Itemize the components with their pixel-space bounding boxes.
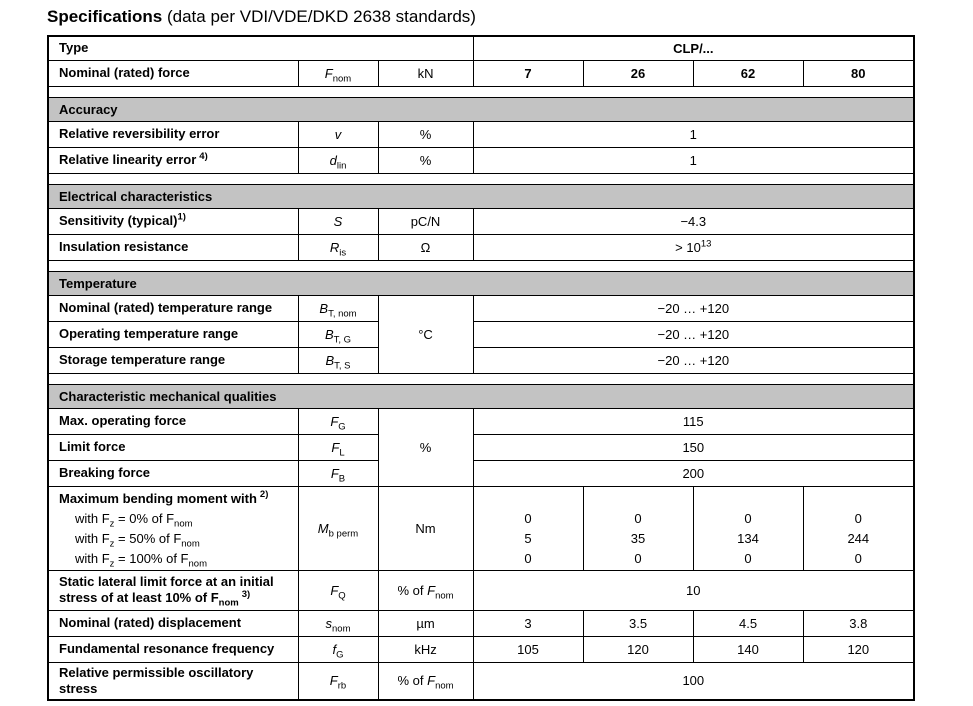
unit: % <box>378 408 473 486</box>
unit: % <box>378 121 473 147</box>
section-header-row <box>48 271 914 295</box>
symbol: v <box>298 121 378 147</box>
row-label: Storage temperature range <box>48 347 298 373</box>
value-column: 0 5 0 <box>473 486 583 570</box>
spacer-row <box>48 86 914 97</box>
unit: Ω <box>378 234 473 260</box>
unit: µm <box>378 610 473 636</box>
value-column: 0 35 0 <box>583 486 693 570</box>
unit: °C <box>378 295 473 373</box>
table-row <box>48 636 914 662</box>
type-label: Type <box>48 36 473 60</box>
symbol: S <box>298 208 378 234</box>
spacer-row <box>48 173 914 184</box>
symbol: $s_{nom}$ <box>298 610 378 636</box>
value: 115 <box>473 408 914 434</box>
title-main: Specifications <box>47 7 163 26</box>
value: −20 … +120 <box>473 347 914 373</box>
symbol: $d_{lin}$ <box>298 147 378 173</box>
row-label: Nominal (rated) temperature range <box>48 295 298 321</box>
value: −20 … +120 <box>473 295 914 321</box>
row-label: Relative linearity error $^{4)}$ <box>48 147 298 173</box>
table-row <box>48 460 914 486</box>
bending-moment-heading: Maximum bending moment with $^{2)}$ <box>59 489 269 506</box>
unit: Nm <box>378 486 473 570</box>
row-label: Relative reversibility error <box>48 121 298 147</box>
value: 3.5 <box>583 610 693 636</box>
row-label: Limit force <box>48 434 298 460</box>
unit: kN <box>378 60 473 86</box>
unit: pC/N <box>378 208 473 234</box>
table-row <box>48 486 914 570</box>
section-accuracy: Accuracy <box>48 97 914 121</box>
section-mechanical: Characteristic mechanical qualities <box>48 384 914 408</box>
model-26: 26 <box>583 60 693 86</box>
specifications-table <box>47 35 915 701</box>
symbol: $F_L$ <box>298 434 378 460</box>
series-heading: CLP/... <box>473 36 914 60</box>
table-row <box>48 121 914 147</box>
title-suffix: (data per VDI/VDE/DKD 2638 standards) <box>162 7 476 26</box>
row-label: Relative permissible oscillatory stress <box>48 662 298 700</box>
table-row <box>48 60 914 86</box>
value: 140 <box>693 636 803 662</box>
unit: % <box>378 147 473 173</box>
symbol: $f_G$ <box>298 636 378 662</box>
symbol: $F_B$ <box>298 460 378 486</box>
unit: kHz <box>378 636 473 662</box>
row-label: Breaking force <box>48 460 298 486</box>
row-label: Static lateral limit force at an initial stress of at least 10% of $F_{nom}^{3)}$ <box>48 570 298 610</box>
footnote-marker: 2) <box>259 489 269 501</box>
row-label: Max. operating force <box>48 408 298 434</box>
footnote-marker: 1) <box>177 211 186 223</box>
table-row <box>48 434 914 460</box>
unit: % of $F_{nom}$ <box>378 662 473 700</box>
table-row <box>48 570 914 610</box>
row-label: Nominal (rated) displacement <box>48 610 298 636</box>
table-row <box>48 610 914 636</box>
value: 3.8 <box>803 610 914 636</box>
row-label: Fundamental resonance frequency <box>48 636 298 662</box>
value-column: 0 244 0 <box>803 486 914 570</box>
model-62: 62 <box>693 60 803 86</box>
symbol: $B_{T, G}$ <box>298 321 378 347</box>
row-label: Operating temperature range <box>48 321 298 347</box>
spacer-row <box>48 373 914 384</box>
symbol: $B_{T, S}$ <box>298 347 378 373</box>
model-7: 7 <box>473 60 583 86</box>
unit: % of $F_{nom}$ <box>378 570 473 610</box>
table-row <box>48 295 914 321</box>
symbol: $F_G$ <box>298 408 378 434</box>
symbol: $R_{is}$ <box>298 234 378 260</box>
section-electrical: Electrical characteristics <box>48 184 914 208</box>
value: 3 <box>473 610 583 636</box>
table-row <box>48 408 914 434</box>
value: 200 <box>473 460 914 486</box>
value: 4.5 <box>693 610 803 636</box>
section-header-row <box>48 384 914 408</box>
row-label: Insulation resistance <box>48 234 298 260</box>
value-column: 0 134 0 <box>693 486 803 570</box>
symbol: $B_{T, nom}$ <box>298 295 378 321</box>
value: 105 <box>473 636 583 662</box>
value: 1 <box>473 121 914 147</box>
table-row <box>48 208 914 234</box>
symbol: $M_{b perm}$ <box>298 486 378 570</box>
value: 1 <box>473 147 914 173</box>
row-label: Nominal (rated) force <box>48 60 298 86</box>
page-title <box>47 6 973 28</box>
table-row <box>48 347 914 373</box>
section-header-row <box>48 97 914 121</box>
model-80: 80 <box>803 60 914 86</box>
value: > $10^{13}$ <box>473 234 914 260</box>
section-header-row <box>48 184 914 208</box>
row-label <box>48 486 298 570</box>
table-row <box>48 234 914 260</box>
footnote-marker: 3) <box>241 588 251 600</box>
value: 120 <box>803 636 914 662</box>
row-label: Sensitivity (typical)$^{1)}$ <box>48 208 298 234</box>
symbol: $F_{nom}$ <box>298 60 378 86</box>
bending-condition: with $F_z = 50\%$ of $F_{nom}$ <box>75 530 200 550</box>
symbol: $F_{rb}$ <box>298 662 378 700</box>
value: 10 <box>473 570 914 610</box>
table-row <box>48 662 914 700</box>
bending-condition: with $F_z = 100\%$ of $F_{nom}$ <box>75 550 207 570</box>
table-row <box>48 147 914 173</box>
value: 150 <box>473 434 914 460</box>
value: 100 <box>473 662 914 700</box>
section-temperature: Temperature <box>48 271 914 295</box>
bending-condition: with $F_z = 0\%$ of $F_{nom}$ <box>75 510 193 530</box>
value: −20 … +120 <box>473 321 914 347</box>
spacer-row <box>48 260 914 271</box>
symbol: $F_Q$ <box>298 570 378 610</box>
table-row <box>48 36 914 60</box>
table-row <box>48 321 914 347</box>
footnote-marker: 4) <box>199 150 208 162</box>
value: −4.3 <box>473 208 914 234</box>
value: 120 <box>583 636 693 662</box>
